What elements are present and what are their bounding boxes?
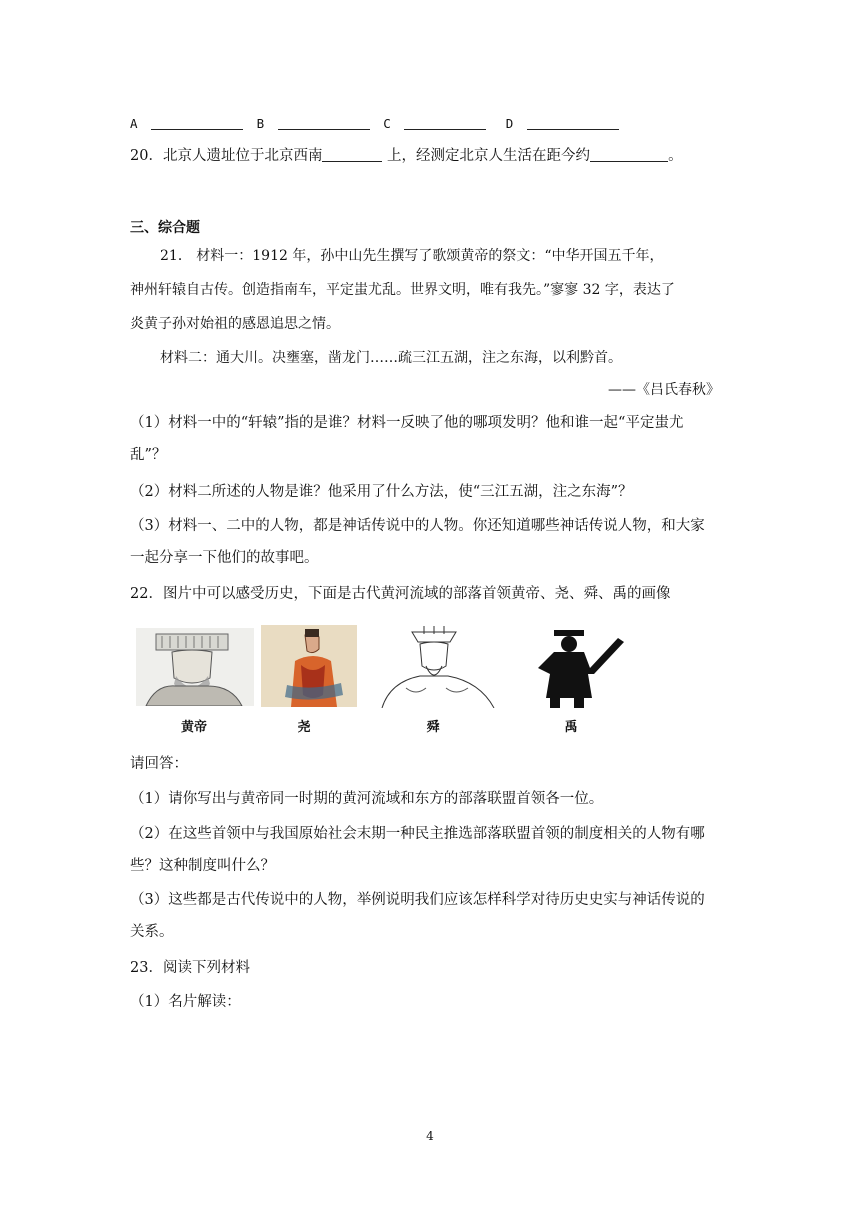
option-a-blank[interactable] bbox=[151, 115, 243, 130]
option-b-blank[interactable] bbox=[278, 115, 370, 130]
option-c-blank[interactable] bbox=[404, 115, 486, 130]
q22-sub2-line2: 些？这种制度叫什么？ bbox=[130, 858, 275, 874]
option-b-label: B bbox=[256, 116, 265, 131]
option-d-label: D bbox=[505, 116, 514, 131]
huangdi-portrait bbox=[136, 628, 254, 706]
q21-sub1-line1: （1）材料一中的“轩辕”指的是谁？材料一反映了他的哪项发明？他和谁一起“平定蚩尤 bbox=[130, 415, 684, 431]
option-d-blank[interactable] bbox=[527, 115, 619, 130]
q23-stem: 23．阅读下列材料 bbox=[130, 960, 250, 976]
yu-portrait bbox=[532, 628, 628, 710]
option-c-label: C bbox=[383, 116, 391, 131]
q22-sub3-line1: （3）这些都是古代传说中的人物，举例说明我们应该怎样科学对待历史史实与神话传说的 bbox=[130, 892, 705, 908]
section-title: 三、综合题 bbox=[130, 220, 200, 236]
q21-sub2: （2）材料二所述的人物是谁？他采用了什么方法，使“三江五湖，注之东海”？ bbox=[130, 484, 633, 500]
q23-sub1: （1）名片解读： bbox=[130, 994, 241, 1010]
yao-portrait bbox=[261, 625, 357, 707]
q22-prompt: 请回答： bbox=[130, 756, 188, 772]
q21-sub3-line1: （3）材料一、二中的人物，都是神话传说中的人物。你还知道哪些神话传说人物，和大家 bbox=[130, 518, 705, 534]
q22-sub2-line1: （2）在这些首领中与我国原始社会末期一种民主推选部落联盟首领的制度相关的人物有哪 bbox=[130, 826, 705, 842]
q21-material1-line2: 神州轩辕自古传。创造指南车，平定蚩尤乱。世界文明，唯有我先。”寥寥 32 字，表达了 bbox=[130, 282, 675, 298]
q22-stem: 22．图片中可以感受历史，下面是古代黄河流域的部落首领黄帝、尧、舜、禹的画像 bbox=[130, 586, 671, 602]
q22-sub3-line2: 关系。 bbox=[130, 924, 174, 940]
q22-sub1: （1）请你写出与黄帝同一时期的黄河流域和东方的部落联盟首领各一位。 bbox=[130, 791, 604, 807]
shun-portrait bbox=[376, 626, 500, 708]
page-number: 4 bbox=[426, 1129, 434, 1143]
q20-text-1: 20．北京人遗址位于北京西南 bbox=[130, 148, 323, 164]
q20-text-3: 。 bbox=[668, 148, 683, 164]
q21-sub3-line2: 一起分享一下他们的故事吧。 bbox=[130, 550, 319, 566]
q21-material2: 材料二：通大川。决壅塞，凿龙门……疏三江五湖，注之东海，以利黔首。 bbox=[160, 350, 622, 366]
q19-options bbox=[130, 114, 619, 134]
q21-material1-line3: 炎黄子孙对始祖的感恩追思之情。 bbox=[130, 316, 340, 332]
caption-yu: 禹 bbox=[564, 720, 578, 735]
q21-material1-line1: 21． 材料一：1912 年，孙中山先生撰写了歌颂黄帝的祭文：“中华开国五千年， bbox=[160, 248, 664, 264]
caption-yao: 尧 bbox=[297, 720, 311, 735]
option-a-label: A bbox=[130, 116, 138, 131]
q21-source: ——《吕氏春秋》 bbox=[608, 382, 720, 398]
caption-shun: 舜 bbox=[426, 720, 440, 735]
q20-blank-1[interactable] bbox=[322, 147, 382, 162]
caption-huangdi: 黄帝 bbox=[180, 720, 207, 735]
q21-sub1-line2: 乱”？ bbox=[130, 447, 167, 463]
q20-text-2: 上，经测定北京人生活在距今约 bbox=[382, 148, 591, 164]
question-20 bbox=[130, 146, 683, 166]
q20-blank-2[interactable] bbox=[590, 147, 668, 162]
